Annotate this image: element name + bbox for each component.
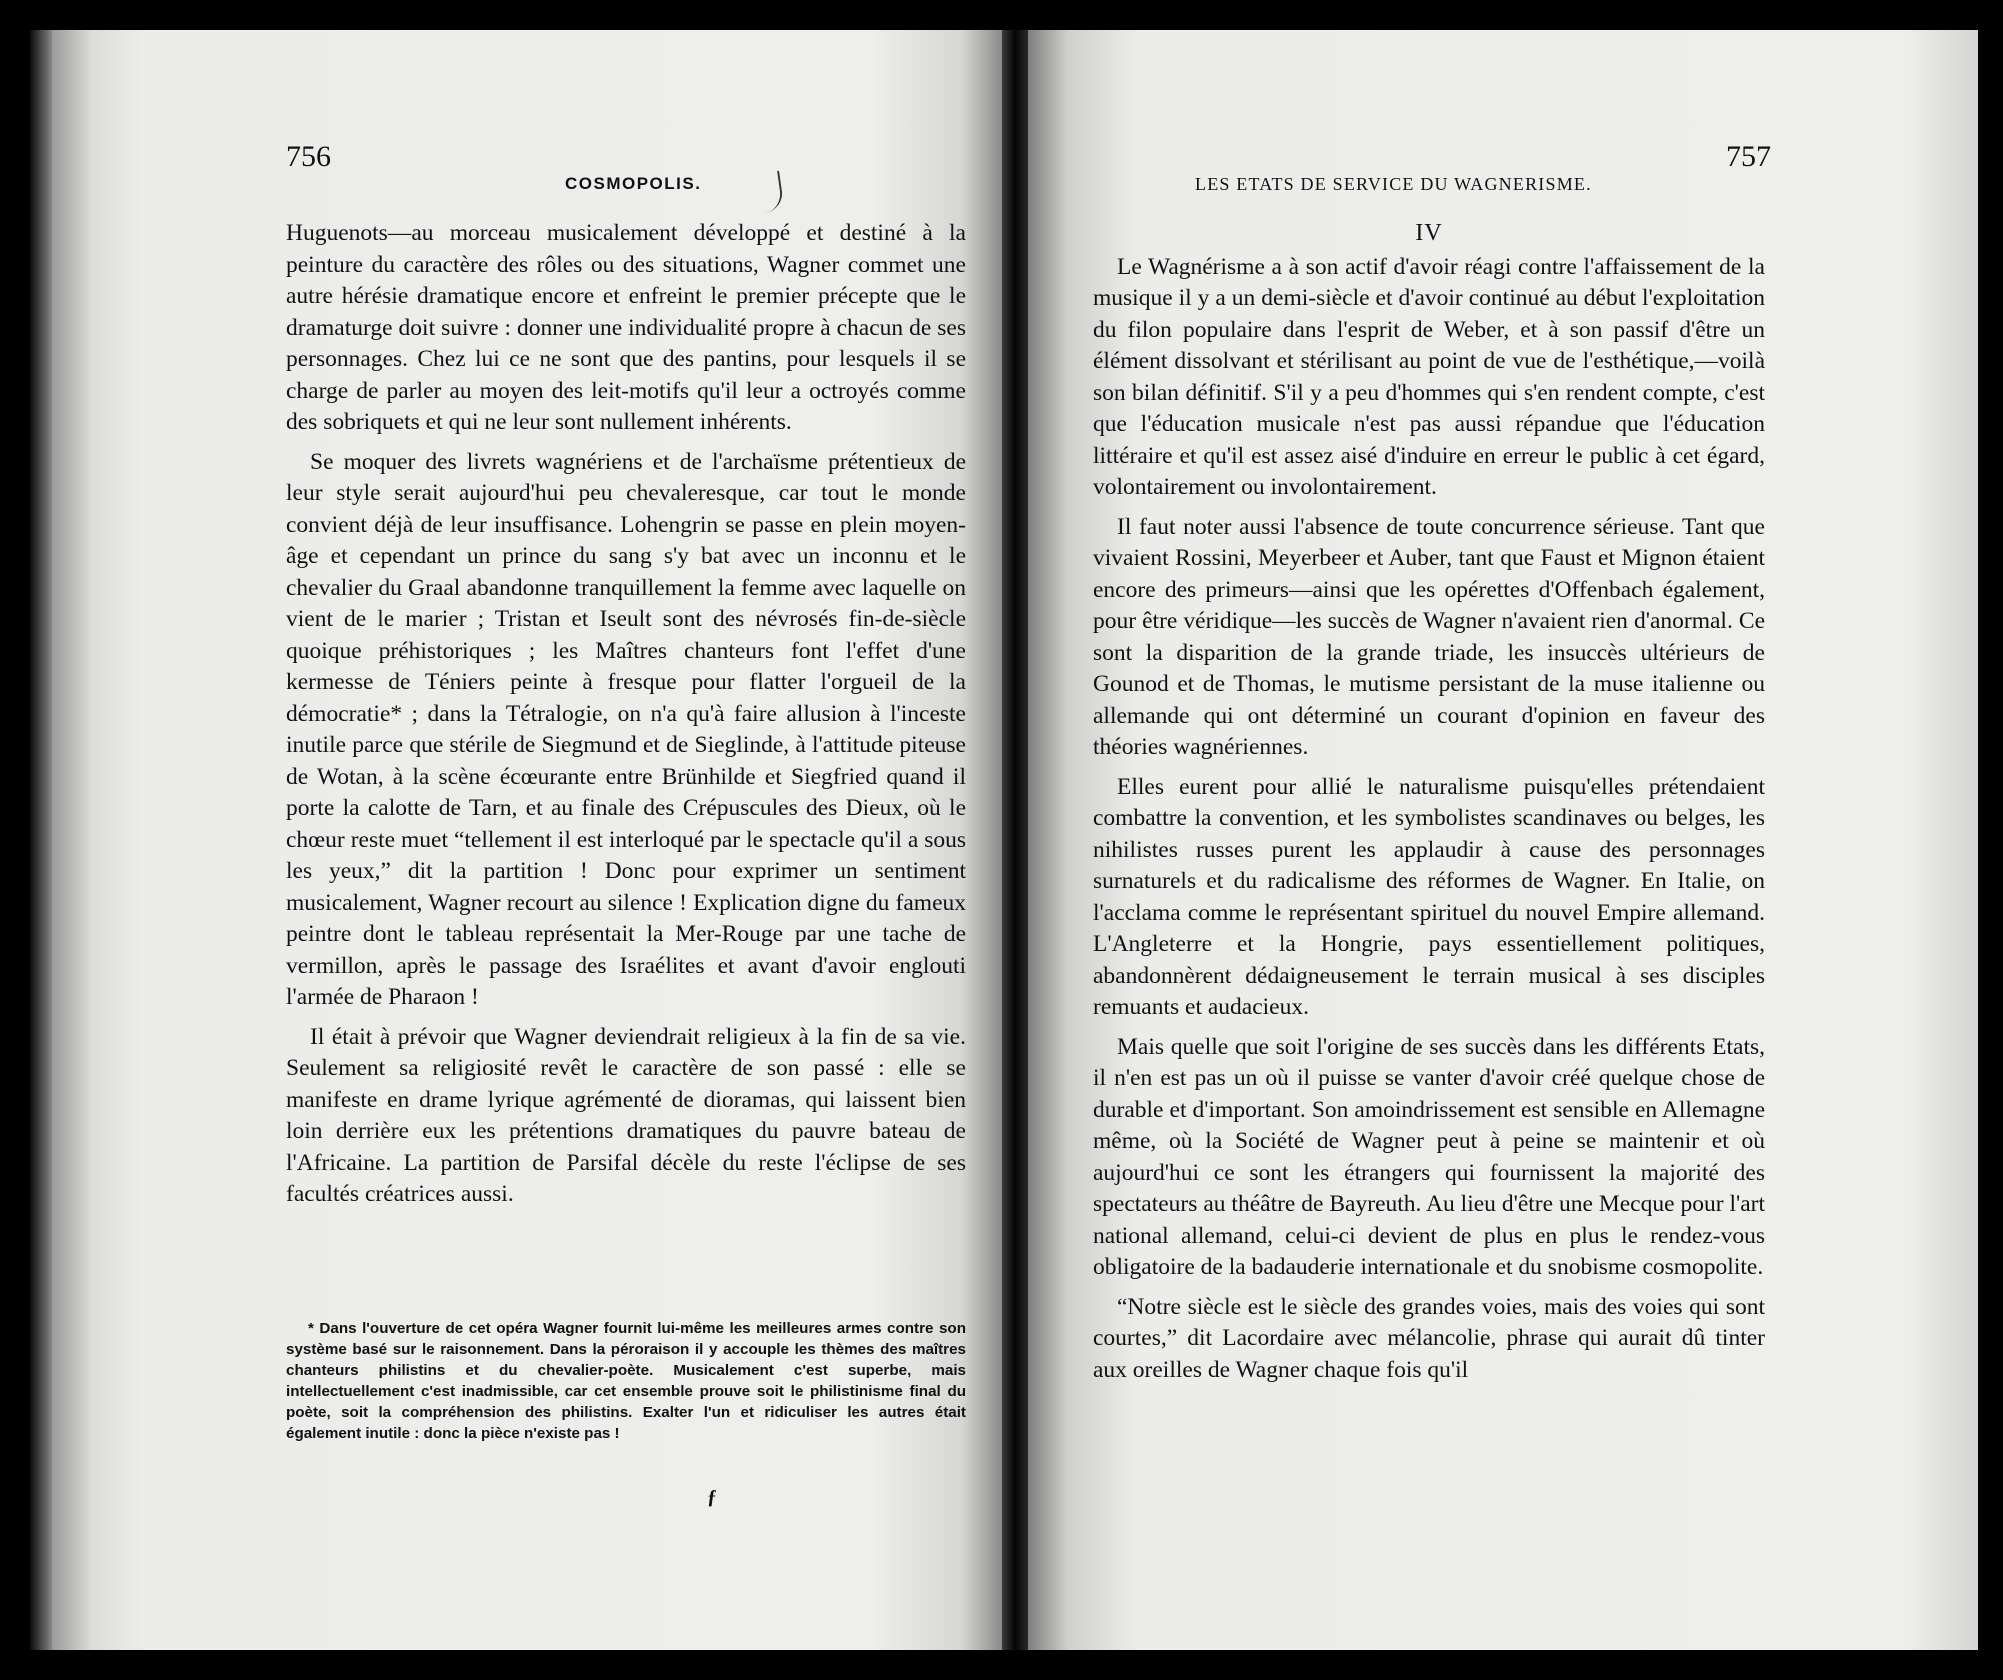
signature-mark: ƒ [707, 1486, 717, 1508]
book-gutter [1002, 30, 1028, 1650]
right-text-column [1093, 218, 1765, 1394]
footnote-text: * Dans l'ouverture de cet opéra Wagner fournit lui-même les meilleures armes contre son système basé sur le raisonnement. Dans la péroraison il y accouple les thèmes des maîtres chanteurs philistins et du chevalier-poète. Musicalement c'est superbe, mais intellectuellement c'est inadmissible, car cet ensemble prouve soit le philistinisme final du poète, soit la compréhension des philistins. Exalter l'un et ridiculiser les autres était également inutile : donc la pièce n'existe pas ! [286, 1320, 966, 1442]
left-paragraph-2: Se moquer des livrets wagnériens et de l'archaïsme prétentieux de leur style serait aujourd'hui peu chevaleresque, car tout le monde convient déjà de leur insuffisance. Lohengrin se passe en plein moyen-âge et cependant un prince du sang s'y bat avec un inconnu et le chevalier du Graal abandonne tranquillement la femme avec laquelle on vient de le marier ; Tristan et Iseult sont des névrosés fin-de-siècle quoique préhistoriques ; les Maîtres chanteurs font l'effet d'une kermesse de Téniers peinte à fresque pour flatter l'orgueil de la démocratie* ; dans la Tétralogie, on n'a qu'à faire allusion à l'inceste inutile parce que stérile de Siegmund et de Sieglinde, à l'attitude piteuse de Wotan, à la scène écœurante entre Brünhilde et Siegfried quand il porte la calotte de Tarn, et au finale des Crépuscules des Dieux, où le chœur reste muet “tellement il est interloqué par le spectacle qu'il a sous les yeux,” dit la partition ! Donc pour exprimer un sentiment musicalement, Wagner recourt au silence ! Explication digne du fameux peintre dont le tableau représentait la Mer-Rouge par une tache de vermillon, après le passage des Israélites et avant d'avoir englouti l'armée de Pharaon ! [286, 448, 966, 1010]
left-text-column [286, 218, 966, 1219]
section-number: IV [1415, 220, 1443, 246]
right-paragraph-1: Le Wagnérisme a à son actif d'avoir réagi contre l'affaissement de la musique il y a un demi-siècle et d'avoir continué au début l'exploitation du filon populaire dans l'esprit de Weber, et à son passif d'être un élément dissolvant et stérilisant au point de vue de l'esthétique,—voilà son bilan définitif. S'il y a peu d'hommes qui s'en rendent compte, c'est que l'éducation musicale n'est pas aussi répandue que l'éducation littéraire et qu'il est assez aisé d'induire en erreur le public à cet égard, volontairement ou involontairement. [1093, 253, 1765, 500]
left-paragraph-3: Il était à prévoir que Wagner deviendrait religieux à la fin de sa vie. Seulement sa religiosité revêt le caractère de son passé : elle se manifeste en drame lyrique agrémenté de dioramas, qui laissent bien loin derrière eux les prétentions dramatiques du pauvre bateau de l'Africaine. La partition de Parsifal décèle du reste l'éclipse de ses facultés créatrices aussi. [286, 1023, 966, 1207]
footnote [286, 1318, 966, 1444]
book-binding [30, 30, 52, 1650]
right-page-number: 757 [1726, 140, 1771, 173]
left-paragraph-1: Huguenots—au morceau musicalement développé et destiné à la peinture du caractère des rôles ou des situations, Wagner commet une autre hérésie dramatique encore et enfreint le premier précepte que le dramaturge doit suivre : donner une individualité propre à chacun de ses personnages. Chez lui ce ne sont que des pantins, pour lesquels il se charge de parler au moyen des leit-motifs qu'il leur a octroyés comme des sobriquets et qui ne leur sont nullement inhérents. [286, 220, 966, 435]
right-paragraph-4: Mais quelle que soit l'origine de ses succès dans les différents Etats, il n'en est pas un où il puisse se vanter d'avoir créé quelque chose de durable et d'important. Son amoindrissement est sensible en Allemagne même, où la Société de Wagner peut à peine se maintenir et où aujourd'hui ce sont les étrangers qui fournissent la majorité des spectateurs au théâtre de Bayreuth. Au lieu d'être une Mecque pour l'art national allemand, celui-ci devient de plus en plus le rendez-vous obligatoire de la badauderie internationale et du snobisme cosmopolite. [1093, 1033, 1765, 1280]
left-running-title: COSMOPOLIS. [565, 174, 702, 193]
right-paragraph-3: Elles eurent pour allié le naturalisme puisqu'elles prétendaient combattre la convention, et les symbolistes scandinaves ou belges, les nihilistes russes purent les applaudir à cause des personnages surnaturels et du radicalisme des réformes de Wagner. En Italie, on l'acclama comme le représentant spirituel du nouvel Empire allemand. L'Angleterre et la Hongrie, pays essentiellement politiques, abandonnèrent dédaigneusement le terrain musical à ses disciples remuants et audacieux. [1093, 773, 1765, 1020]
right-paragraph-5: “Notre siècle est le siècle des grandes voies, mais des voies qui sont courtes,” dit Lacordaire avec mélancolie, phrase qui aurait dû tinter aux oreilles de Wagner chaque fois qu'il [1093, 1293, 1765, 1383]
right-paragraph-2: Il faut noter aussi l'absence de toute concurrence sérieuse. Tant que vivaient Rossini, Meyerbeer et Auber, tant que Faust et Mignon étaient encore des primeurs—ainsi que les opérettes d'Offenbach également, pour être véridique—les succès de Wagner n'avaient rien d'anormal. Ce sont la disparition de la grande triade, les insuccès ultérieurs de Gounod et de Thomas, le mutisme persistant de la muse italienne ou allemande qui ont déterminé un courant d'opinion en faveur des théories wagnériennes. [1093, 513, 1765, 760]
right-running-title: LES ETATS DE SERVICE DU WAGNERISME. [1195, 174, 1592, 194]
left-page-number: 756 [286, 140, 331, 173]
